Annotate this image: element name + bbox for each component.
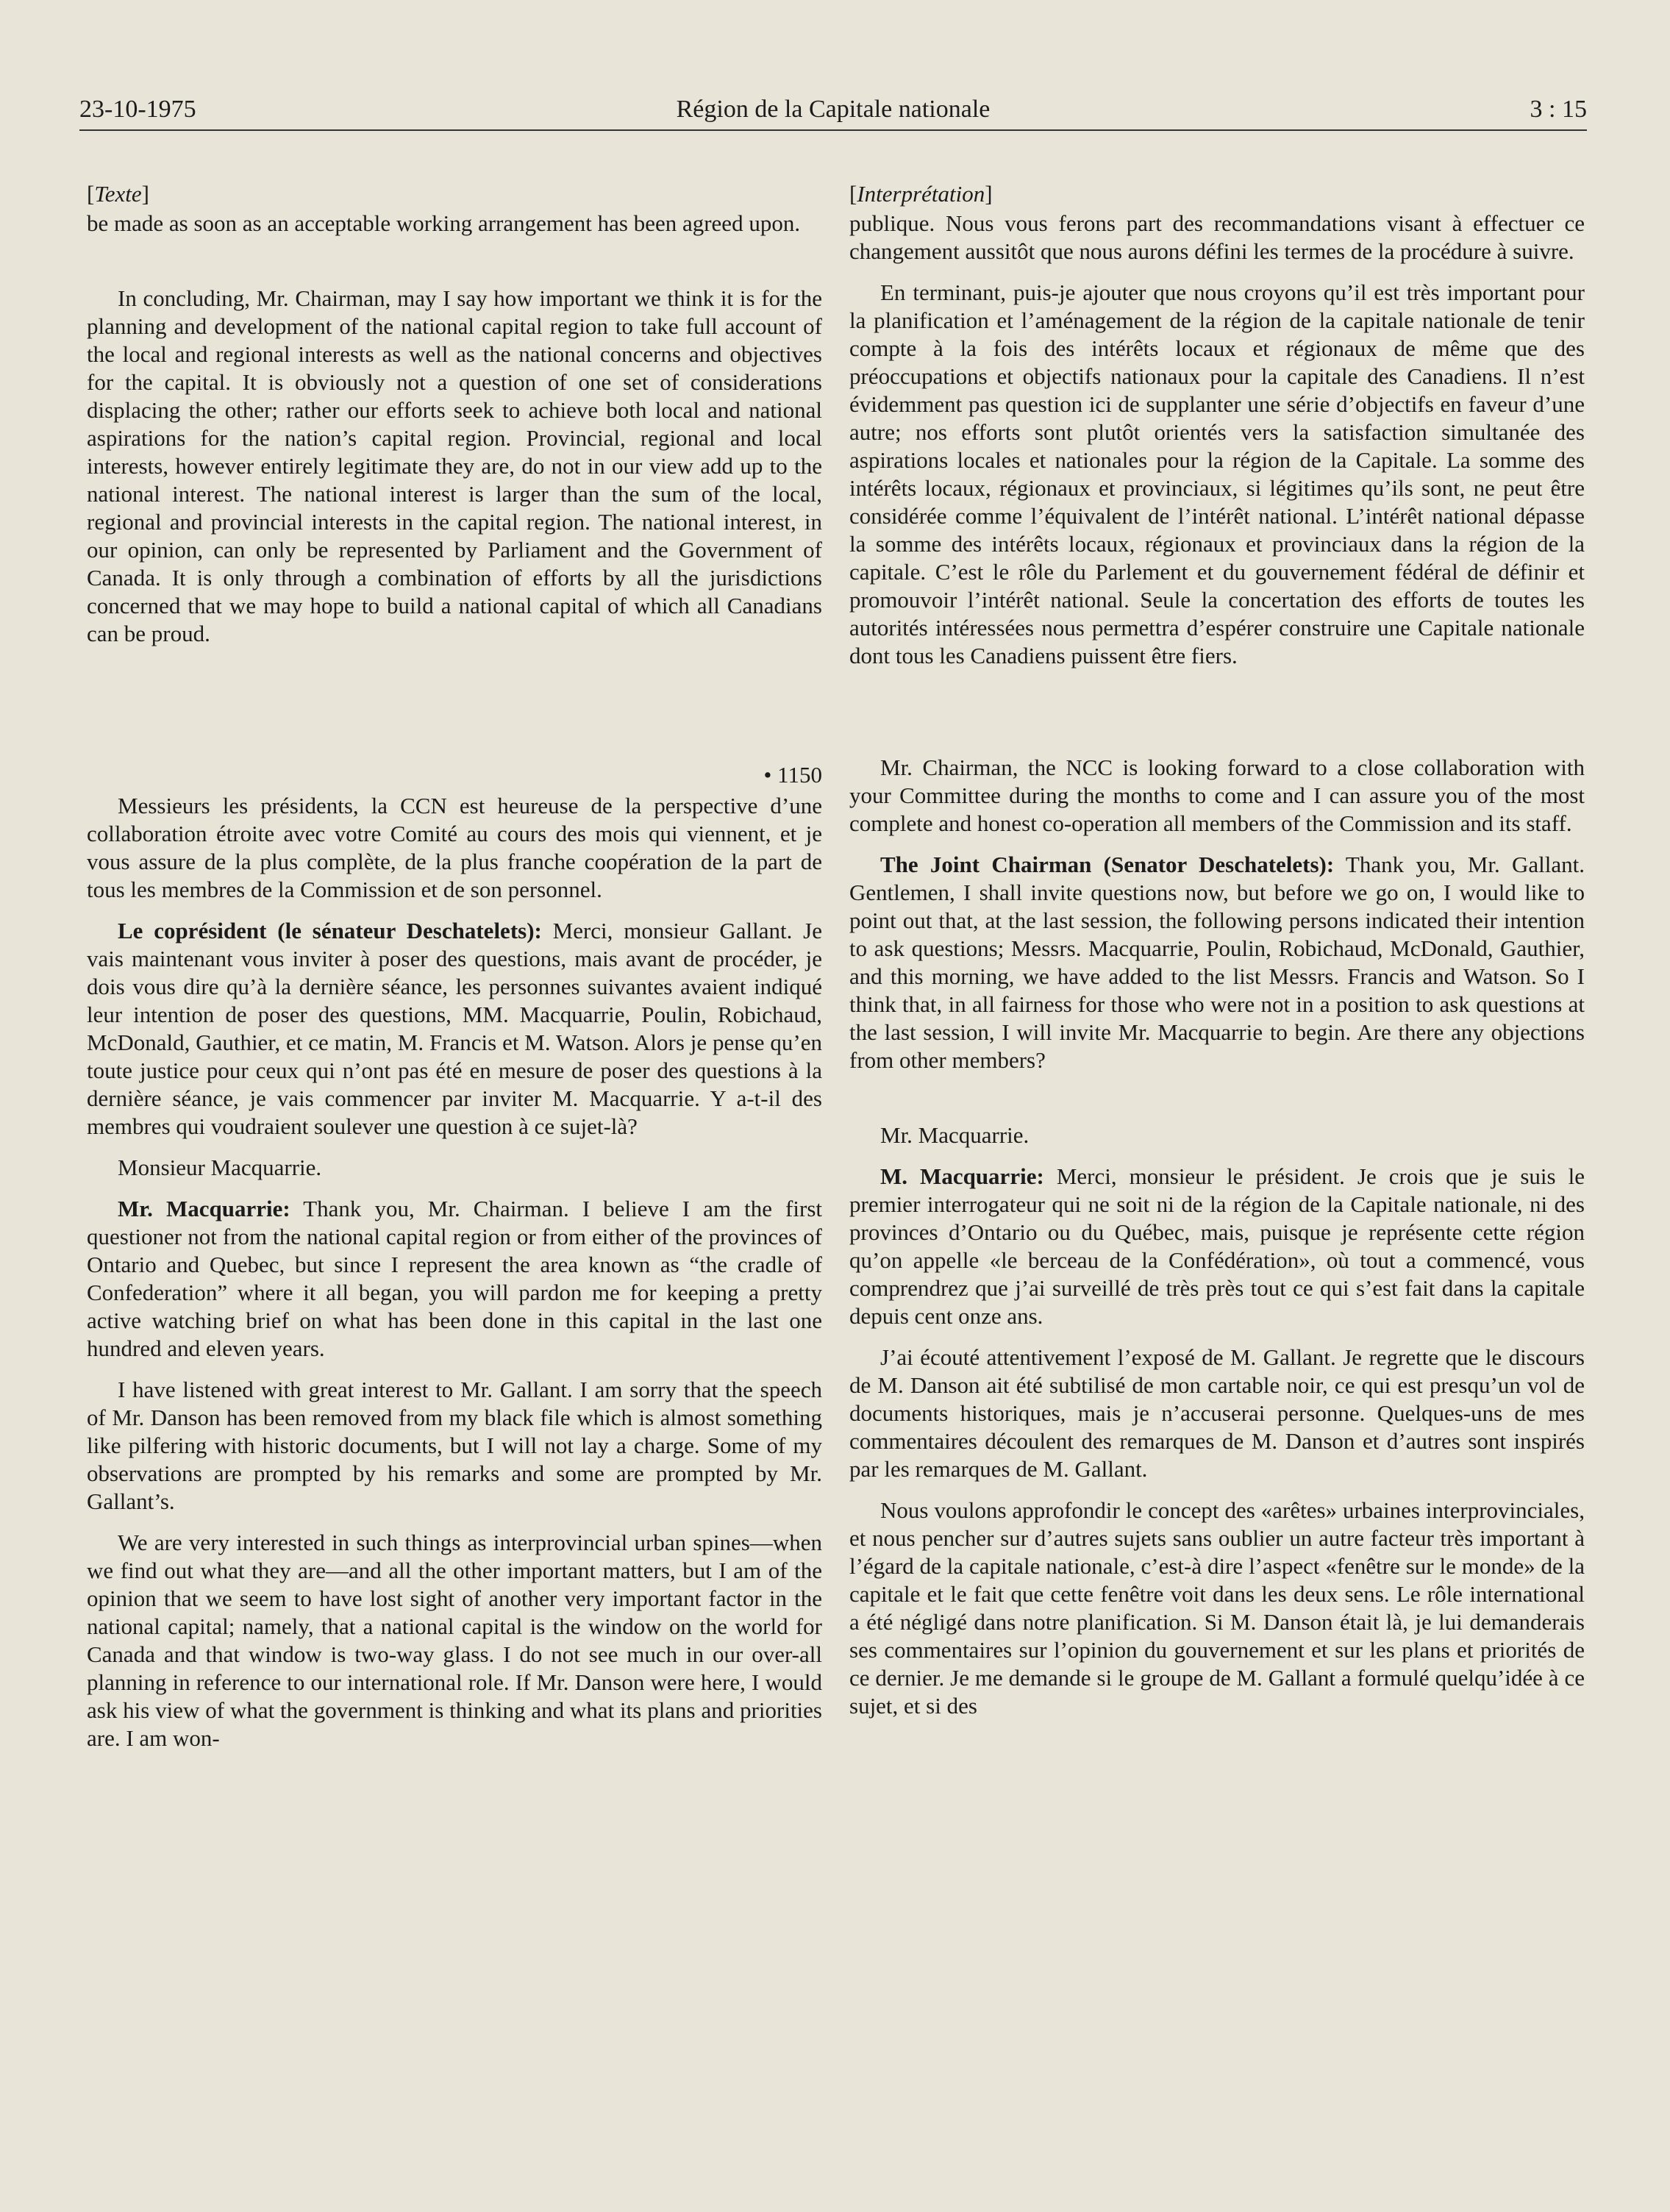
language-label: [Texte] bbox=[87, 181, 149, 207]
paragraph: Mr. Chairman, the NCC is looking forward to a close collaboration with your Committee during the months to come and I can assure you of the most complete and honest co-operation all members of the Commission and its staff. bbox=[849, 754, 1585, 836]
speaker-name: M. Macquarrie: bbox=[880, 1163, 1044, 1189]
paragraph: Mr. Macquarrie. bbox=[880, 1122, 1030, 1148]
paragraph: We are very interested in such things as interprovincial urban spines—when we find out what they are—and all the other important matters, but I am of the opinion that we seem to have lost sight of another very important factor in the national capital; namely, that a national capital is the window on the world for Canada and that window is two-way glass. I do not see much in our over-all planning in reference to our international role. If Mr. Danson were here, I would ask his view of what the government is thinking and what its plans and priorities are. I am won- bbox=[87, 1530, 822, 1751]
speaker-name: Le coprésident (le sénateur Deschatelets): bbox=[118, 918, 542, 943]
header-page-number: 3 : 15 bbox=[1530, 96, 1587, 123]
paragraph: Messieurs les présidents, la CCN est heureuse de la perspective d’une collaboration étroite avec votre Comité au cours des mois qui viennent, et je vous assure de la plus complète, de la plus franche coopération de la part de tous les membres de la Commission et de son personnel. bbox=[87, 793, 822, 902]
page-header bbox=[79, 87, 1587, 131]
speaker-paragraph: The Joint Chairman (Senator Deschatelets): Thank you, Mr. Gallant. Gentlemen, I shall invite questions now, but before we go on, I would like to point out that, at the last session, the following persons indicated their intention to ask questions; Messrs. Macquarrie, Poulin, Robichaud, McDonald, Gauthier, and this morning, we have added to the list Messrs. Francis and Watson. So I think that, in all fairness for those who were not in a position to ask questions at the last session, I will invite Mr. Macquarrie to begin. Are there any objections from other members? bbox=[849, 852, 1585, 1073]
paragraph: En terminant, puis-je ajouter que nous croyons qu’il est très important pour la planification et l’aménagement de la région de la capitale nationale de tenir compte à la fois des intérêts locaux et régionaux de même que des préoccupations et objectifs nationaux pour la capitale des Canadiens. Il n’est évidemment pas question ici de supplanter une série d’objectifs en faveur d’une autre; nos efforts sont plutôt orientés vers la satisfaction simultanée des aspirations locales et nationales pour la région de la Capitale. La somme des intérêts locaux, régionaux et provinciaux, si légitimes qu’ils sont, ne peut être considérée comme l’équivalent de l’intérêt national. L’intérêt national dépasse la somme des intérêts locaux, régionaux et provinciaux dans la région de la capitale. C’est le rôle du Parlement et du gouvernement fédéral de définir et promouvoir l’intérêt national. Seule la concertation des efforts de toutes les autorités intéressées nous permettra d’espérer construire une Capitale nationale dont tous les Canadiens puissent être fiers. bbox=[849, 279, 1585, 668]
time-marker: • 1150 bbox=[763, 762, 822, 788]
paragraph: Monsieur Macquarrie. bbox=[118, 1155, 322, 1180]
language-label: [Interprétation] bbox=[849, 181, 993, 207]
speaker-name: The Joint Chairman (Senator Deschatelets): bbox=[880, 852, 1335, 877]
speaker-name: Mr. Macquarrie: bbox=[118, 1196, 290, 1221]
speaker-paragraph: Mr. Macquarrie: Thank you, Mr. Chairman. I believe I am the first questioner not from the national capital region or from either of the provinces of Ontario and Quebec, but since I represent the area known as “the cradle of Confederation” where it all began, you will pardon me for keeping a pretty active watching brief on what has been done in this capital in the last one hundred and eleven years. bbox=[87, 1196, 822, 1361]
paragraph: Nous voulons approfondir le concept des «arêtes» urbaines interprovinciales, et nous pencher sur d’autres sujets sans oublier un autre facteur très important à l’égard de la capitale nationale, c’est-à dire l’aspect «fenêtre sur le monde» de la capitale et le fait que cette fenêtre voit dans les deux sens. Le rôle international a été négligé dans notre planification. Si M. Danson était là, je lui demanderais ses commentaires sur l’opinion du gouvernement et sur les plans et priorités de ce dernier. Je me demande si le groupe de M. Gallant a formulé quelqu’idée à ce sujet, et si des bbox=[849, 1497, 1585, 1719]
paragraph: J’ai écouté attentivement l’exposé de M. Gallant. Je regrette que le discours de M. Danson ait été subtilisé de mon cartable noir, ce qui est presqu’un vol de documents historiques, mais je n’accuserai personne. Quelques-uns de mes commentaires découlent des remarques de M. Danson et d’autres sont inspirés par les remarques de M. Gallant. bbox=[849, 1344, 1585, 1482]
speaker-paragraph: M. Macquarrie: Merci, monsieur le président. Je crois que je suis le premier interrogateur qui ne soit ni de la région de la Capitale nationale, ni des provinces d’Ontario ou du Québec, mais, puisque je représente cette région qu’on appelle «le berceau de la Confédération», où tout a commencé, vous comprendrez que j’ai surveillé de très près tout ce qui s’est fait dans la capitale depuis cent onze ans. bbox=[849, 1163, 1585, 1329]
header-date: 23-10-1975 bbox=[79, 96, 196, 123]
paragraph: be made as soon as an acceptable working arrangement has been agreed upon. bbox=[87, 210, 801, 236]
right-column bbox=[849, 180, 1585, 1733]
paragraph: publique. Nous vous ferons part des recommandations visant à effectuer ce changement aussitôt que nous aurons défini les termes de la procédure à suivre. bbox=[849, 210, 1585, 264]
paragraph: In concluding, Mr. Chairman, may I say how important we think it is for the planning and development of the national capital region to take full account of the local and regional interests as well as the national concerns and objectives for the capital. It is obviously not a question of one set of considerations displacing the other; rather our efforts seek to achieve both local and national aspirations for the nation’s capital region. Provincial, regional and local interests, however entirely legitimate they are, do not in our view add up to the national interest. The national interest is larger than the sum of the local, regional and provincial interests in the capital region. The national interest, in our opinion, can only be represented by Parliament and the Government of Canada. It is only through a combination of efforts by all the jurisdictions concerned that we may hope to build a national capital of which all Canadians can be proud. bbox=[87, 285, 822, 646]
paragraph: I have listened with great interest to Mr. Gallant. I am sorry that the speech of Mr. Danson has been removed from my black file which is almost something like pilfering with historic documents, but I will not lay a charge. Some of my observations are prompted by his remarks and some are prompted by Mr. Gallant’s. bbox=[87, 1377, 822, 1514]
left-column bbox=[87, 180, 822, 1766]
speaker-paragraph: Le coprésident (le sénateur Deschatelets): Merci, monsieur Gallant. Je vais maintenant vous inviter à poser des questions, mais avant de procéder, je dois vous dire qu’à la dernière séance, les personnes suivantes avaient indiqué leur intention de poser des questions, MM. Macquarrie, Poulin, Robichaud, McDonald, Gauthier, et ce matin, M. Francis et M. Watson. Alors je pense qu’en toute justice pour ceux qui n’ont pas été en mesure de poser des questions à la dernière séance, je vais commencer par inviter M. Macquarrie. Y a-t-il des membres qui voudraient soulever une question à ce sujet-là? bbox=[87, 918, 822, 1139]
header-title: Région de la Capitale nationale bbox=[676, 96, 991, 123]
